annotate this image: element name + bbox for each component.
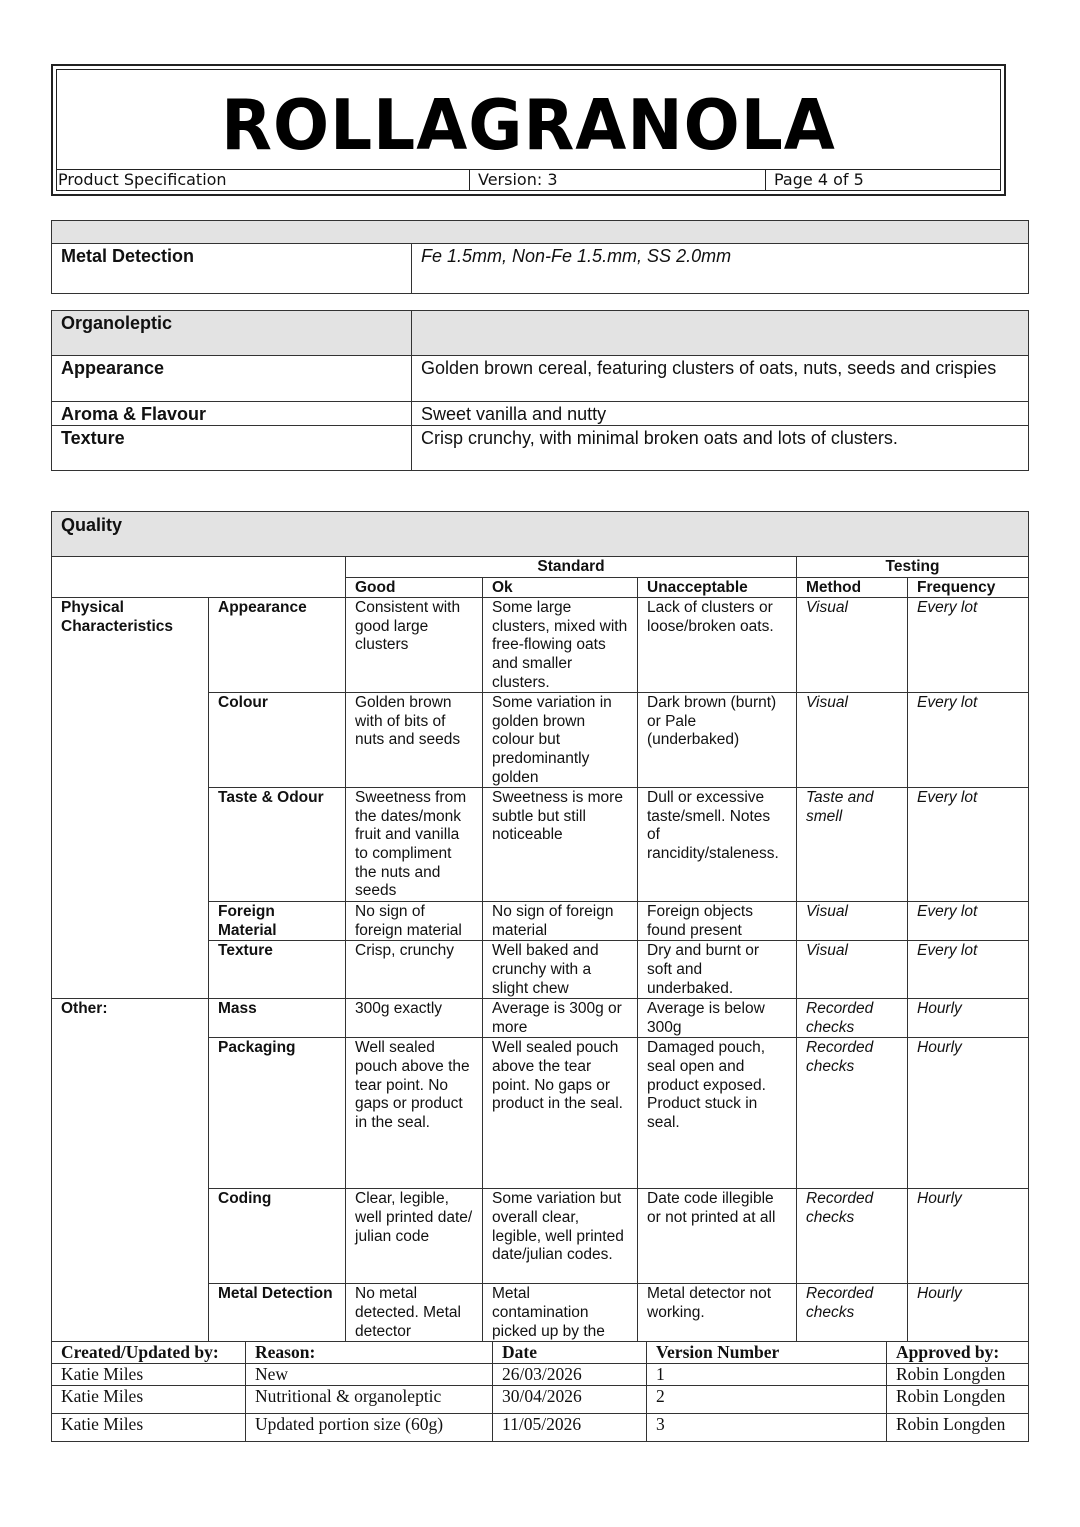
method-cell: Visual: [797, 693, 908, 788]
org-value: Crisp crunchy, with minimal broken oats and lots of clusters.: [412, 426, 1029, 471]
log-cell: Katie Miles: [52, 1414, 246, 1442]
frequency-cell: Hourly: [908, 999, 1029, 1038]
method-cell: Taste and smell: [797, 788, 908, 902]
log-header: Approved by:: [887, 1342, 1029, 1364]
document-header: [51, 64, 1006, 196]
log-header: Created/Updated by:: [52, 1342, 246, 1364]
ok-cell: Metal contamination picked up by the: [483, 1284, 638, 1342]
method-cell: Visual: [797, 902, 908, 941]
log-header: Date: [493, 1342, 647, 1364]
log-cell: 30/04/2026: [493, 1386, 647, 1414]
good-cell: Sweetness from the dates/monk fruit and vanilla to compliment the nuts and seeds: [346, 788, 483, 902]
good-cell: No metal detected. Metal detector: [346, 1284, 483, 1342]
log-cell: Updated portion size (60g): [246, 1414, 493, 1442]
doc-type: Product Specification: [57, 170, 470, 190]
log-cell: Robin Longden: [887, 1386, 1029, 1414]
quality-table: [51, 511, 1029, 1342]
quality-corner: [52, 557, 346, 598]
unacceptable-cell: Dark brown (burnt) or Pale (underbaked): [638, 693, 797, 788]
attr-label: Foreign Material: [209, 902, 346, 941]
table-row: [52, 999, 1029, 1038]
col-unacceptable: Unacceptable: [638, 577, 797, 598]
log-cell: Nutritional & organoleptic: [246, 1386, 493, 1414]
metal-detection-label: Metal Detection: [52, 244, 412, 294]
unacceptable-cell: Lack of clusters or loose/broken oats.: [638, 598, 797, 693]
ok-cell: Well baked and crunchy with a slight chew: [483, 941, 638, 999]
method-cell: Recorded checks: [797, 1189, 908, 1284]
brand-logo: ROLLAGRANOLA: [221, 85, 836, 166]
log-cell: 3: [647, 1414, 887, 1442]
doc-version: Version: 3: [470, 170, 766, 190]
frequency-cell: Hourly: [908, 1284, 1029, 1342]
frequency-cell: Every lot: [908, 902, 1029, 941]
ok-cell: Average is 300g or more: [483, 999, 638, 1038]
table-spacer: [52, 221, 1029, 244]
method-cell: Recorded checks: [797, 1284, 908, 1342]
table-row: [52, 1342, 1029, 1364]
organoleptic-table: [51, 310, 1029, 471]
ok-cell: Well sealed pouch above the tear point. No gaps or product in the seal.: [483, 1038, 638, 1189]
table-row: [52, 1386, 1029, 1414]
metal-detection-table: [51, 220, 1029, 294]
log-cell: 1: [647, 1364, 887, 1386]
org-value: Golden brown cereal, featuring clusters of oats, nuts, seeds and crispies: [412, 356, 1029, 402]
unacceptable-cell: Damaged pouch, seal open and product exposed. Product stuck in seal.: [638, 1038, 797, 1189]
log-cell: 11/05/2026: [493, 1414, 647, 1442]
method-cell: Visual: [797, 941, 908, 999]
attr-label: Metal Detection: [209, 1284, 346, 1342]
method-cell: Recorded checks: [797, 999, 908, 1038]
organoleptic-title: Organoleptic: [52, 311, 412, 356]
log-header: Version Number: [647, 1342, 887, 1364]
page-number: Page 4 of 5: [774, 170, 864, 189]
col-ok: Ok: [483, 577, 638, 598]
frequency-cell: Hourly: [908, 1189, 1029, 1284]
good-cell: 300g exactly: [346, 999, 483, 1038]
ok-cell: Sweetness is more subtle but still noticeable: [483, 788, 638, 902]
org-label: Appearance: [52, 356, 412, 402]
method-cell: Recorded checks: [797, 1038, 908, 1189]
attr-label: Mass: [209, 999, 346, 1038]
org-label: Texture: [52, 426, 412, 471]
header-info-row: [57, 169, 1000, 190]
attr-label: Packaging: [209, 1038, 346, 1189]
log-cell: 2: [647, 1386, 887, 1414]
good-cell: Consistent with good large clusters: [346, 598, 483, 693]
frequency-cell: Every lot: [908, 598, 1029, 693]
col-frequency: Frequency: [908, 577, 1029, 598]
frequency-cell: Every lot: [908, 693, 1029, 788]
revision-log-table: [51, 1341, 1029, 1442]
log-cell: Robin Longden: [887, 1414, 1029, 1442]
organoleptic-title-blank: [412, 311, 1029, 356]
good-cell: Crisp, crunchy: [346, 941, 483, 999]
good-cell: No sign of foreign material: [346, 902, 483, 941]
col-good: Good: [346, 577, 483, 598]
frequency-cell: Every lot: [908, 788, 1029, 902]
attr-label: Texture: [209, 941, 346, 999]
table-row: [52, 1364, 1029, 1386]
unacceptable-cell: Metal detector not working.: [638, 1284, 797, 1342]
section-label: Other:: [52, 999, 209, 1342]
unacceptable-cell: Foreign objects found present: [638, 902, 797, 941]
log-cell: Katie Miles: [52, 1386, 246, 1414]
col-method: Method: [797, 577, 908, 598]
unacceptable-cell: Dull or excessive taste/smell. Notes of rancidity/staleness.: [638, 788, 797, 902]
metal-detection-value: Fe 1.5mm, Non-Fe 1.5.mm, SS 2.0mm: [412, 244, 1029, 294]
table-row: [52, 1414, 1029, 1442]
method-cell: Visual: [797, 598, 908, 693]
unacceptable-cell: Average is below 300g: [638, 999, 797, 1038]
attr-label: Taste & Odour: [209, 788, 346, 902]
table-row: [52, 598, 1029, 693]
log-cell: Robin Longden: [887, 1364, 1029, 1386]
org-label: Aroma & Flavour: [52, 402, 412, 426]
header-frame: [56, 69, 1001, 191]
group-testing: Testing: [797, 557, 1029, 578]
ok-cell: Some variation but overall clear, legible, well printed date/julian codes.: [483, 1189, 638, 1284]
frequency-cell: Every lot: [908, 941, 1029, 999]
section-label: Physical Characteristics: [52, 598, 209, 999]
frequency-cell: Hourly: [908, 1038, 1029, 1189]
log-cell: New: [246, 1364, 493, 1386]
log-cell: Katie Miles: [52, 1364, 246, 1386]
org-value: Sweet vanilla and nutty: [412, 402, 1029, 426]
attr-label: Coding: [209, 1189, 346, 1284]
attr-label: Colour: [209, 693, 346, 788]
ok-cell: No sign of foreign material: [483, 902, 638, 941]
unacceptable-cell: Dry and burnt or soft and underbaked.: [638, 941, 797, 999]
log-header: Reason:: [246, 1342, 493, 1364]
ok-cell: Some variation in golden brown colour but predominantly golden: [483, 693, 638, 788]
good-cell: Clear, legible, well printed date/ julian code: [346, 1189, 483, 1284]
good-cell: Golden brown with of bits of nuts and seeds: [346, 693, 483, 788]
ok-cell: Some large clusters, mixed with free-flowing oats and smaller clusters.: [483, 598, 638, 693]
attr-label: Appearance: [209, 598, 346, 693]
unacceptable-cell: Date code illegible or not printed at all: [638, 1189, 797, 1284]
group-standard: Standard: [346, 557, 797, 578]
log-cell: 26/03/2026: [493, 1364, 647, 1386]
quality-title: Quality: [52, 512, 1029, 557]
good-cell: Well sealed pouch above the tear point. No gaps or product in the seal.: [346, 1038, 483, 1189]
